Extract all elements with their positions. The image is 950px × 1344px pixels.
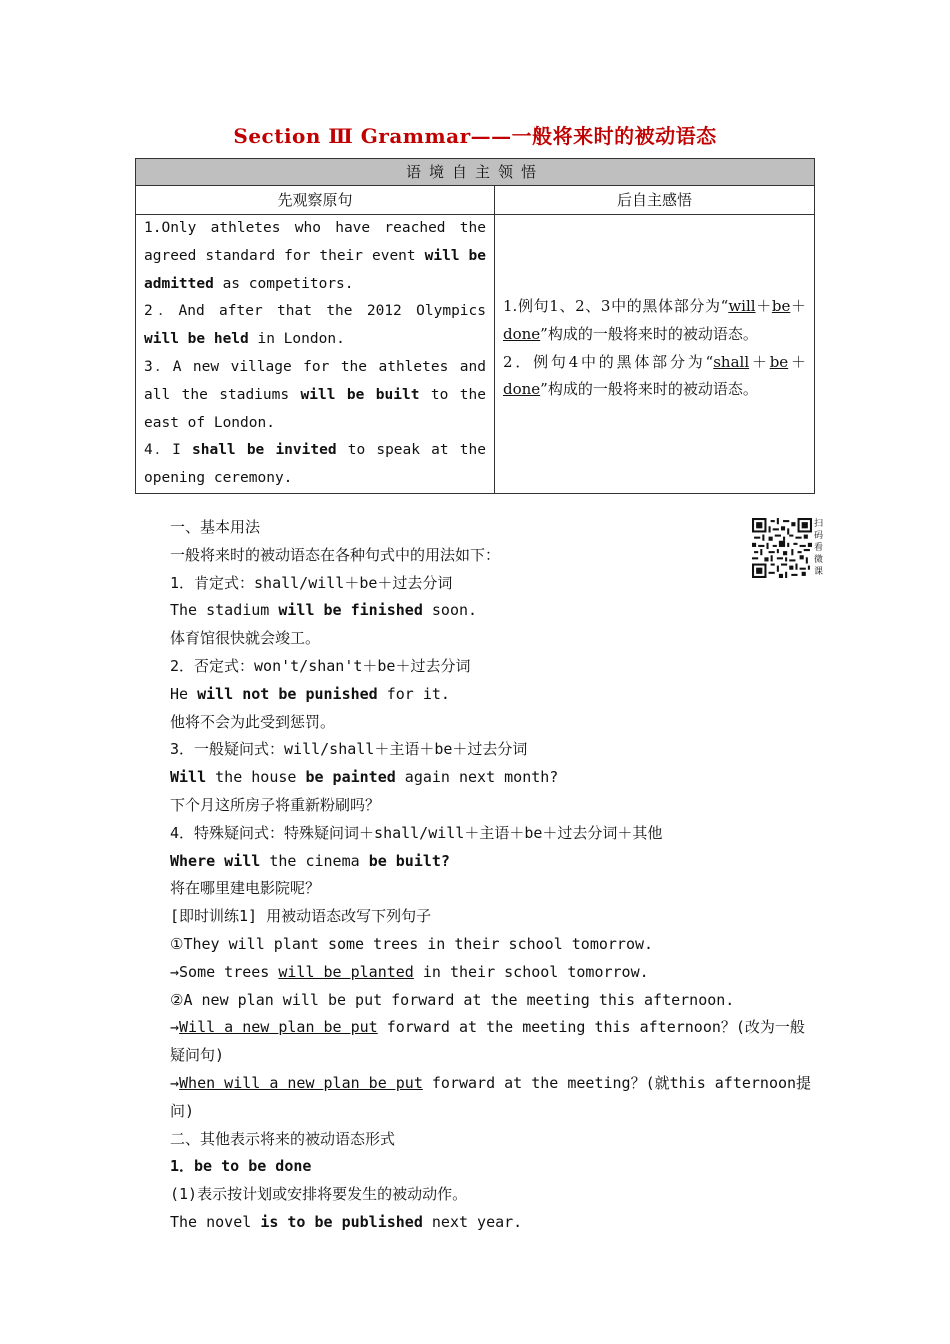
usage-negative: 2．否定式：won't/shan't＋be＋过去分词 xyxy=(170,656,471,675)
insights xyxy=(495,215,815,494)
qr-label: 扫码看微课 xyxy=(814,519,824,577)
example-special-question: Where will the cinema be built? xyxy=(170,851,450,870)
page-title: Section Ⅲ Grammar——一般将来时的被动语态 xyxy=(233,124,717,148)
example-2: 2．And after that the 2012 Olympics will be held in London. xyxy=(144,303,486,348)
drill-1-answer: →Some trees will be planted in their school tomorrow. xyxy=(170,962,649,981)
example-negative: He will not be punished for it. xyxy=(170,684,450,703)
drill-heading: [即时训练1] 用被动语态改写下列句子 xyxy=(170,907,432,926)
intro-text: 一般将来时的被动语态在各种句式中的用法如下： xyxy=(170,545,501,564)
translation-affirmative: 体育馆很快就会竣工。 xyxy=(170,629,321,648)
drill-2-answer-2: →When will a new plan be put forward at the meeting？(就this afternoon提问) xyxy=(170,1073,812,1120)
table-header: 语境自主领悟 xyxy=(136,159,815,186)
usage-general-question: 3．一般疑问式：will/shall＋主语＋be＋过去分词 xyxy=(170,740,528,759)
form-be-to-be-done: 1．be to be done xyxy=(170,1157,312,1176)
form-description: (1)表示按计划或安排将要发生的被动动作。 xyxy=(170,1185,468,1204)
example-sentences xyxy=(136,215,495,494)
example-4: 4．I shall be invited to speak at the opening ceremony. xyxy=(144,442,486,487)
translation-general-question: 下个月这所房子将重新粉刷吗？ xyxy=(170,795,381,814)
col-header-right: 后自主感悟 xyxy=(495,186,815,215)
example-3: 3．A new village for the athletes and all the stadiums will be built to the east of London. xyxy=(144,358,487,431)
example-1: 1.Only athletes who have reached the agreed standard for their event will be admitted as competitors. xyxy=(144,220,487,292)
usage-affirmative: 1．肯定式：shall/will＋be＋过去分词 xyxy=(170,573,453,592)
example-affirmative: The stadium will be finished soon. xyxy=(170,601,478,620)
insight-1: 1.例句1、2、3中的黑体部分为“will＋be＋done”构成的一般将来时的被动语态。 xyxy=(503,297,806,343)
translation-special-question: 将在哪里建电影院呢？ xyxy=(170,879,321,898)
col-header-left: 先观察原句 xyxy=(136,186,495,215)
insight-2: 2．例句4中的黑体部分为“shall＋be＋done”构成的一般将来时的被动语态。 xyxy=(503,352,806,399)
grammar-table xyxy=(135,158,815,494)
drill-2: ②A new plan will be put forward at the meeting this afternoon. xyxy=(170,990,735,1009)
main-content xyxy=(137,514,815,1237)
usage-special-question: 4．特殊疑问式：特殊疑问词＋shall/will＋主语＋be＋过去分词＋其他 xyxy=(170,823,663,842)
example-general-question: Will the house be painted again next month? xyxy=(170,768,559,787)
drill-1: ①They will plant some trees in their school tomorrow. xyxy=(170,934,654,953)
section-heading-1: 一、基本用法 xyxy=(170,518,261,536)
translation-negative: 他将不会为此受到惩罚。 xyxy=(170,712,336,731)
drill-2-answer-1: →Will a new plan be put forward at the meeting this afternoon？(改为一般疑问句) xyxy=(170,1018,805,1065)
form-example: The novel is to be published next year. xyxy=(170,1212,523,1231)
section-heading-2: 二、其他表示将来的被动语态形式 xyxy=(170,1129,396,1148)
